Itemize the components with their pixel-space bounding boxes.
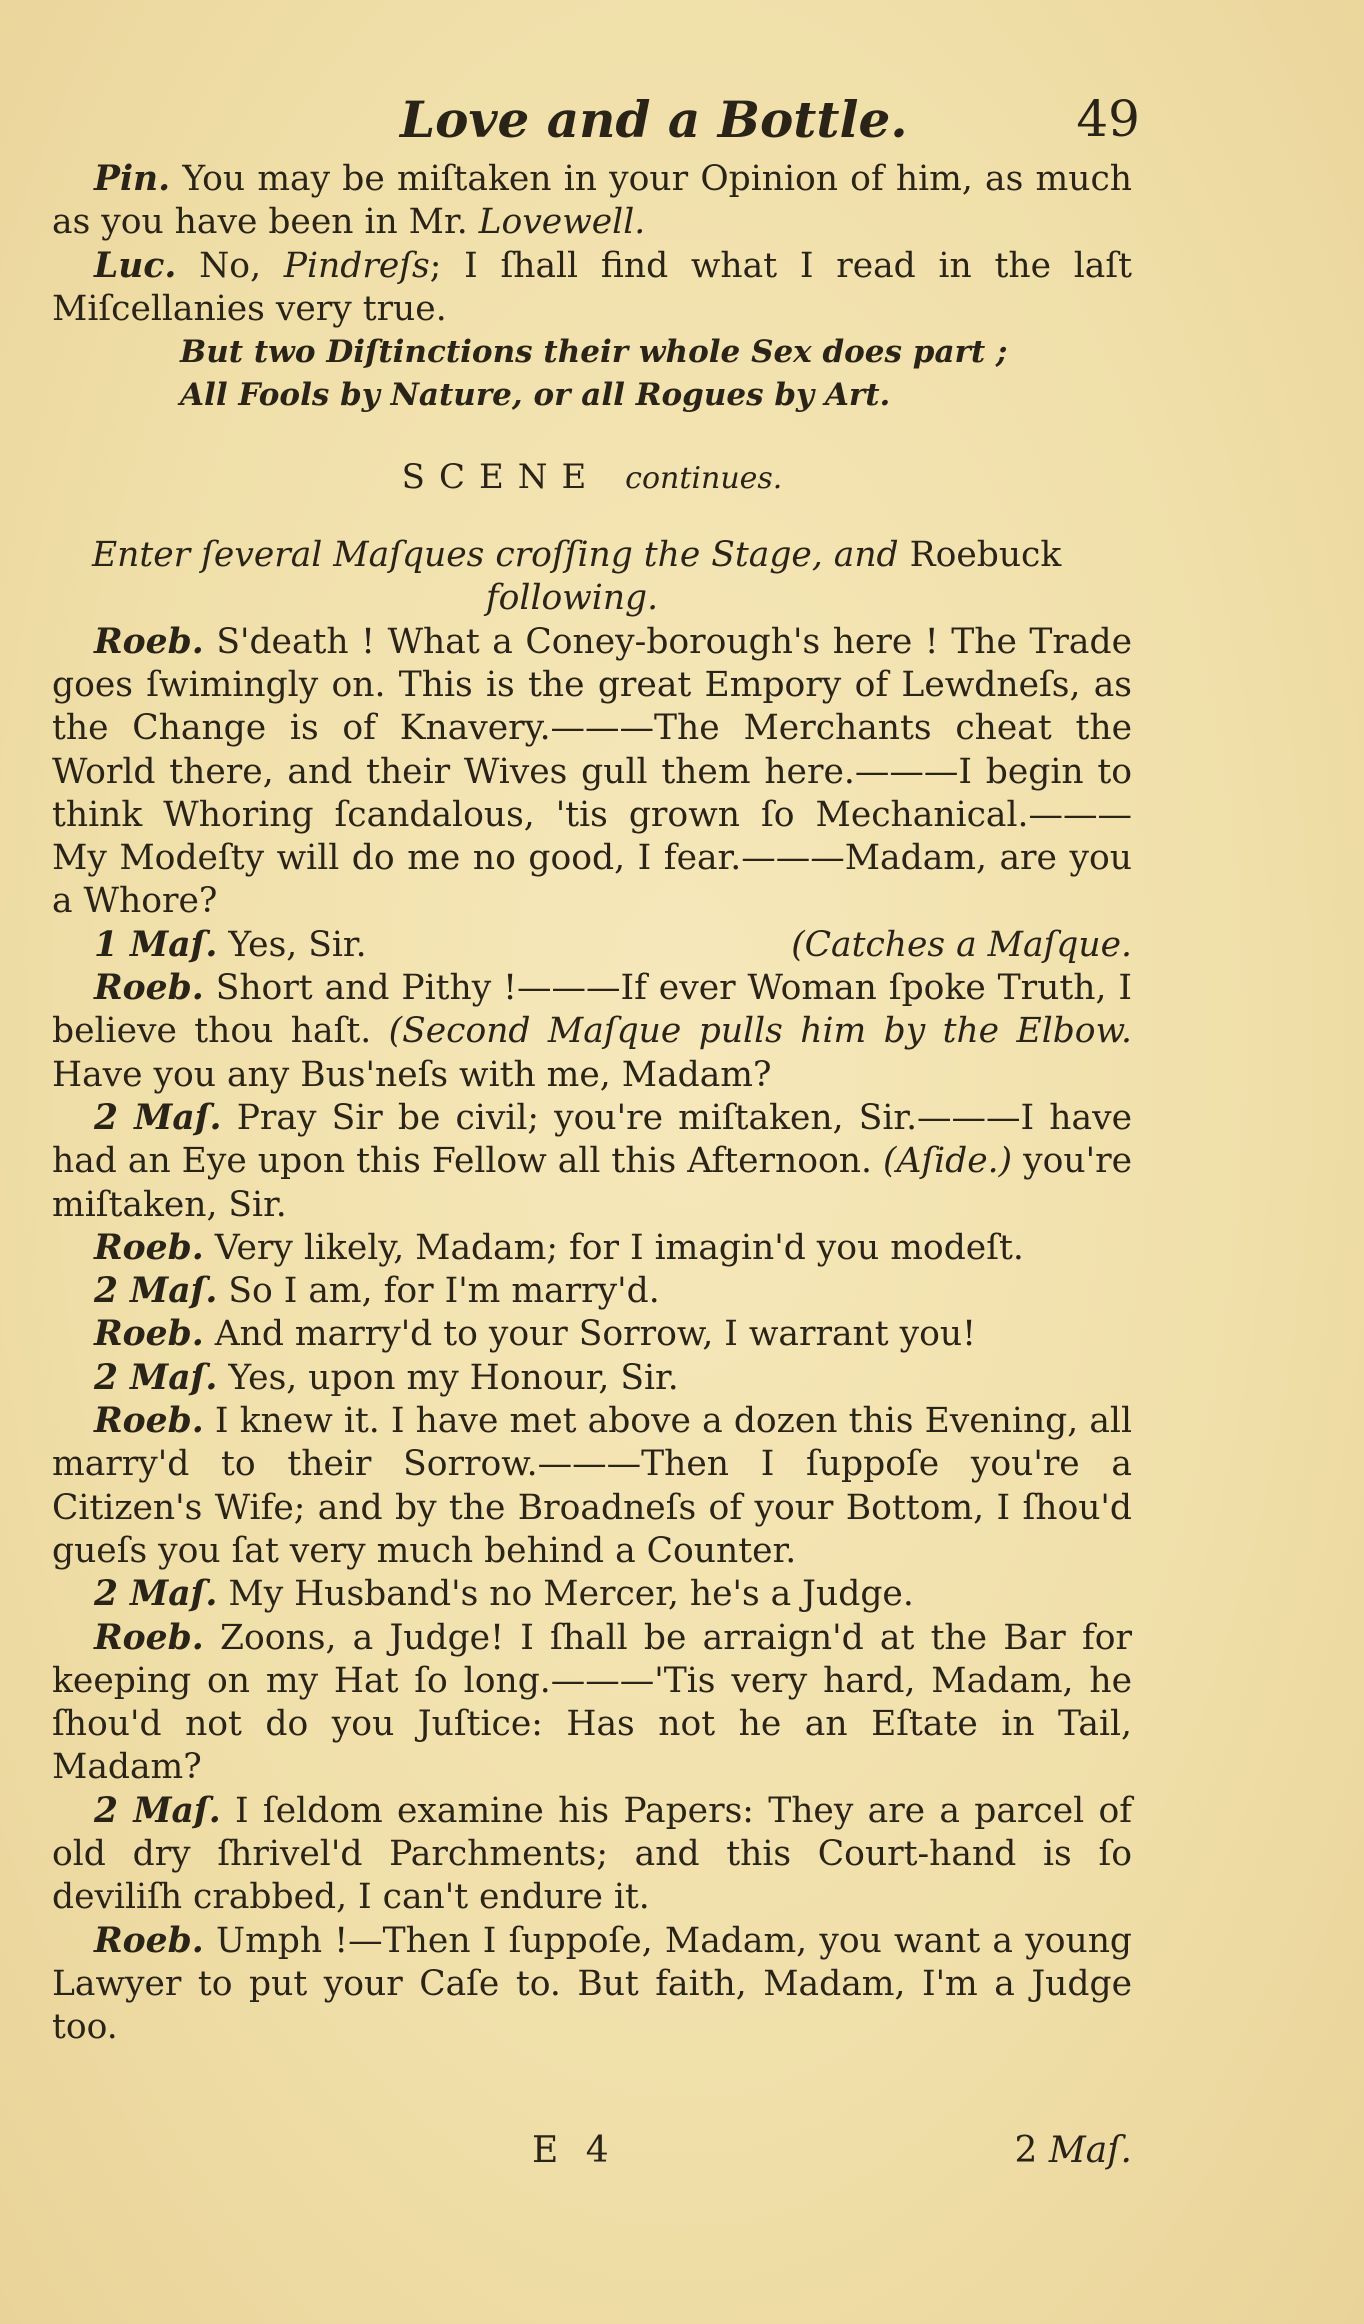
speech-line [52,1357,1132,1400]
speech-text: Zoons, a Judge! I ſhall be arraign'd at the Bar for keeping on my Hat ſo long.———'Tis very hard, Madam, he ſhou'd not do you Juſtice: Has not he an Eſtate in Tail, Madam? [52,1617,1132,1788]
speech-text: Yes, Sir. [217,924,367,965]
speech-text: My Husband's no Mercer, he's a Judge. [217,1574,914,1615]
speaker-name: Luc. [94,245,177,286]
speaker-name: Pin. [94,159,171,199]
catchword-text: Maſ. [1048,2130,1132,2171]
speaker-name: 1 Maſ. [94,924,218,965]
body-text [52,158,1132,2049]
verse-line: All Fools by Nature, or all Rogues by Art. [180,377,891,414]
speech-text: Short and Pithy !———If ever Woman ſpoke Truth, I believe thou haſt. [52,968,1132,1052]
speaker-name: 2 Maſ. [94,1790,221,1831]
page-number: 49 [1076,90,1140,148]
speech-text: You may be miſtaken in your Opinion of him, as much as you have been in Mr. [52,159,1132,243]
speech-text: Very likely, Madam; for I imagin'd you modeſt. [203,1227,1024,1268]
speech-text: Have you any Bus'neſs with me, Madam? [52,1054,772,1095]
speaker-name: 2 Maſ. [94,1574,218,1615]
speaker-name: Roeb. [94,1401,204,1442]
character-name: Roebuck [909,535,1062,576]
speech-line [52,967,1132,1097]
speaker-name: Roeb. [94,1920,204,1961]
catchword-number: 2 [1014,2130,1049,2171]
speech-line [52,1270,1132,1313]
character-name: Pindreſs [283,245,430,286]
character-name: Lovewell. [478,202,646,243]
speech-text: S'death ! What a Coney-borough's here ! The Trade goes ſwimingly on. This is the great Empory of Lewdneſs, as the Change is of Knavery.———The Merchants cheat the World there, and their Wives gull them here.———I begin to think Whoring ſcandalous, 'tis grown ſo Mechanical.——— My Modeſty will do me no good, I fear.———Madam, are you a Whore? [52,621,1132,922]
running-title: Love and a Bottle. [400,90,908,149]
speech-pin [52,158,1132,245]
stage-direction-text: following. [485,578,659,619]
speech-text: No, [176,245,284,286]
stage-direction [52,534,1132,621]
catchword [1015,2130,1132,2171]
speaker-name: Roeb. [94,1227,204,1268]
scene-title: SCENE [401,456,601,497]
speech-line [52,621,1132,924]
stage-direction-text: (Second Maſque pulls him by the Elbow. [388,1011,1132,1052]
stage-direction-text: (Catches a Maſque. [791,924,1132,965]
scene-subtitle: continues. [625,460,783,496]
speaker-name: 2 Maſ. [94,1097,222,1138]
speaker-name: 2 Maſ. [94,1357,218,1398]
speech-line [52,1313,1132,1356]
speech-text: So I am, for I'm marry'd. [217,1271,660,1312]
signature-mark: E 4 [532,2130,617,2171]
speech-line [52,1790,1132,1920]
speech-text: Yes, upon my Honour, Sir. [217,1357,679,1398]
speech-text: ; I ſhall find what I read in the laſt Miſcellanies very true. [52,245,1132,329]
speech-text: I ſeldom examine his Papers: They are a parcel of old dry ſhrivel'd Parchments; and this Court-hand is ſo deviliſh crabbed, I can't endure it. [52,1790,1132,1918]
speaker-name: Roeb. [94,968,204,1009]
scene-heading [52,456,1132,500]
speech-line [52,1400,1132,1573]
speech-text: you're miſtaken, Sir. [52,1141,1132,1225]
speech-luc [52,245,1132,332]
speech-line [52,1920,1132,2050]
page-footer [52,2130,1132,2180]
page-header [400,90,1140,150]
speech-text: Umph !—Then I ſuppoſe, Madam, you want a young Lawyer to put your Caſe to. But faith, Madam, I'm a Judge too. [52,1920,1132,2048]
speaker-name: 2 Maſ. [94,1271,218,1312]
speech-line [52,1097,1132,1227]
speech-text: I knew it. I have met above a dozen this Evening, all marry'd to their Sorrow.———Then I ſuppoſe you're a Citizen's Wife; and by the Broadneſs of your Bottom, I ſhou'd gueſs you ſat very much behind a Counter. [52,1401,1132,1571]
speech-line [52,924,1132,967]
speech-line [52,1617,1132,1790]
speech-text: And marry'd to your Sorrow, I warrant you! [203,1314,976,1355]
speaker-name: Roeb. [94,1314,204,1355]
speech-line [52,1227,1132,1270]
stage-direction-text: (Aſide.) [883,1141,1013,1182]
speaker-name: Roeb. [94,1617,204,1658]
verse-line: But two Diſtinctions their whole Sex does part ; [180,334,1008,371]
speech-line [52,1573,1132,1616]
stage-direction-text: Enter ſeveral Maſques croſſing the Stage, and [92,535,910,576]
speech-text: Pray Sir be civil; you're miſtaken, Sir.———I have had an Eye upon this Fellow all this Afternoon. [52,1097,1132,1182]
speaker-name: Roeb. [94,621,204,662]
